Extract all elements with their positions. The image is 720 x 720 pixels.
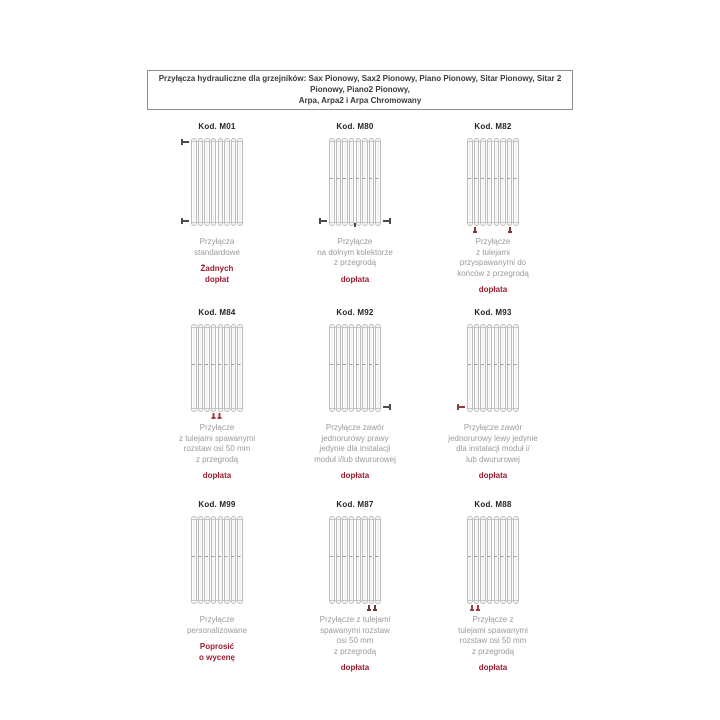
radiator-tube [507,324,513,412]
description-line: personalizowane [186,625,248,635]
radiator-tubes [191,516,243,604]
fitting-stub [219,413,221,417]
description-line: osi 50 mm [336,636,374,645]
description-line: przyspawanymi do [459,258,527,267]
radiator-tube [204,516,210,604]
radiator-tube [362,324,368,412]
product-code: Kod. M92 [336,308,374,317]
radiator-tube [211,516,217,604]
under-left-fitting [470,227,481,234]
surcharge-note [424,471,562,482]
partition-midline [192,556,242,557]
radiator-tube [356,138,362,226]
radiator-tube [474,138,480,226]
radiator-diagram [329,516,381,604]
surcharge-line: dopłata [478,471,508,480]
radiator-tube [224,138,230,226]
radiator-tube [218,516,224,604]
surcharge-line: Żadnych [200,264,234,273]
connection-description [148,615,286,636]
surcharge-note [424,285,562,296]
radiator-tube [218,324,224,412]
description-line: jednorurowy prawy [321,433,389,443]
partition-midline [192,364,242,365]
description-line: tulejami spawanymi [458,625,528,635]
description-line: Przyłącze [199,423,235,432]
radiator-tube [231,324,237,412]
connection-description [424,615,562,657]
radiator-diagram [191,516,243,604]
description-line: Przyłącze z tulejami [319,615,391,624]
radiator-tubes [191,138,243,226]
description-line: Przyłącze [475,237,511,246]
fitting-stub [368,605,370,609]
description-line: Przyłącze [337,237,373,246]
radiator-tube [211,138,217,226]
radiator-tube [474,324,480,412]
surcharge-note [148,471,286,482]
product-cell [148,494,286,674]
radiator-tube [336,138,342,226]
radiator-tube [375,324,381,412]
radiator-tubes [329,516,381,604]
radiator-tube [507,138,513,226]
description-line: standardowe [194,247,240,257]
product-options-grid [148,116,562,674]
radiator-tube [500,516,506,604]
radiator-tube [204,324,210,412]
radiator-tube [487,138,493,226]
connection-description [286,615,424,657]
radiator-tube [224,516,230,604]
radiator-tube [218,138,224,226]
surcharge-line: dopłata [340,471,370,480]
connection-description [148,423,286,465]
fitting-stub [374,605,376,609]
surcharge-note [148,264,286,285]
radiator-tube [336,516,342,604]
description-line: z tulejami spawanymi [178,433,256,443]
radiator-tube [369,324,375,412]
radiator-tube [500,324,506,412]
radiator-tube [191,138,197,226]
radiator-tube [494,516,500,604]
radiator-diagram [329,324,381,412]
radiator-diagram [191,324,243,412]
radiator-tube [231,516,237,604]
under-right-fitting [505,227,516,234]
page-title-line-1: Przyłącza hydrauliczne dla grzejników: Sax Pionowy, Sax2 Pionowy, Piano Pionowy, Sitar Pionowy, Sitar 2 Pionowy, Piano2 Pionowy, [158,74,562,94]
product-code: Kod. M01 [198,122,236,131]
connection-description [424,423,562,465]
radiator-tube [237,324,243,412]
partition-midline [330,178,380,179]
side-bottom-right-fitting [383,406,390,408]
product-code: Kod. M87 [336,500,374,509]
page-title [147,70,573,110]
product-cell [286,494,424,674]
radiator-tube [480,516,486,604]
radiator-tube [224,324,230,412]
radiator-tube [231,138,237,226]
surcharge-note [286,471,424,482]
radiator-tube [349,324,355,412]
radiator-diagram [467,138,519,226]
surcharge-line: o wycenę [198,652,235,662]
description-line: końców z przegrodą [457,268,529,278]
radiator-tubes [191,324,243,412]
connection-description [424,237,562,279]
surcharge-line: dopłat [205,274,229,284]
partition-midline [330,556,380,557]
radiator-tubes [467,324,519,412]
radiator-tube [494,138,500,226]
product-code: Kod. M99 [198,500,236,509]
surcharge-note [286,275,424,286]
description-line: Przyłącze z [472,615,514,624]
description-line: Przyłącze zawór [463,423,523,432]
radiator-tube [198,138,204,226]
connection-description [286,423,424,465]
radiator-tube [211,324,217,412]
description-line: na dolnym kolektorze [317,247,393,257]
surcharge-line: Poprosić [199,642,235,651]
product-code: Kod. M80 [336,122,374,131]
radiator-diagram [467,516,519,604]
description-line: jednorurowy lewy jedynie [448,433,538,443]
description-line: Przyłącza [199,237,235,246]
radiator-tube [349,138,355,226]
connection-description [148,237,286,258]
surcharge-note [424,663,562,674]
partition-midline [468,178,518,179]
radiator-tube [507,516,513,604]
radiator-tube [356,324,362,412]
surcharge-line: dopłata [478,663,508,672]
side-bottom-left-fitting [458,406,465,408]
surcharge-note [148,642,286,663]
radiator-tube [500,138,506,226]
description-line: z tulejami [476,247,510,257]
radiator-tube [329,138,335,226]
product-cell [148,116,286,302]
radiator-tube [467,138,473,226]
radiator-tube [369,516,375,604]
radiator-tube [513,324,519,412]
description-line: Przyłącze [199,615,235,624]
radiator-tube [369,138,375,226]
radiator-tube [356,516,362,604]
radiator-tube [342,324,348,412]
product-cell [286,116,424,302]
radiator-tube [237,138,243,226]
product-cell [286,302,424,494]
partition-center-fitting [354,222,356,227]
product-cell [148,302,286,494]
surcharge-line: dopłata [478,285,508,294]
surcharge-line: dopłata [202,471,232,480]
fitting-stub [474,227,476,231]
description-line: z przegrodą [333,646,377,656]
radiator-tube [342,138,348,226]
radiator-tube [474,516,480,604]
radiator-tube [198,324,204,412]
description-line: jedynie dla instalacji [319,444,391,453]
fitting-stub [477,605,479,609]
radiator-tube [191,516,197,604]
description-line: z przegrodą [195,454,239,464]
product-cell [424,494,562,674]
description-line: dla instalacji moduł i/ [456,444,530,453]
product-code: Kod. M93 [474,308,512,317]
description-line: lub dwururowej [466,454,520,464]
radiator-diagram [191,138,243,226]
description-line: spawanymi rozstaw [320,625,390,635]
radiator-tube [336,324,342,412]
radiator-tube [487,324,493,412]
product-code: Kod. M82 [474,122,512,131]
fitting-stub [509,227,511,231]
radiator-tube [467,516,473,604]
radiator-tube [494,324,500,412]
product-code: Kod. M84 [198,308,236,317]
radiator-tube [362,138,368,226]
description-line: rozstaw osi 50 mm [183,444,251,453]
fitting-stub [471,605,473,609]
radiator-tubes [467,138,519,226]
radiator-tube [480,138,486,226]
description-line: Przyłącze zawór [325,423,385,432]
radiator-tube [191,324,197,412]
surcharge-line: dopłata [340,663,370,672]
radiator-tube [349,516,355,604]
fitting-stub [213,413,215,417]
partition-midline [468,556,518,557]
radiator-tube [513,138,519,226]
page-title-line-2: Arpa, Arpa2 i Arpa Chromowany [298,95,422,105]
side-bottom-left-fitting [320,220,327,222]
radiator-tube [375,516,381,604]
partition-midline [468,364,518,365]
radiator-tube [375,138,381,226]
partition-midline [330,364,380,365]
product-cell [424,116,562,302]
under-center-pair-fitting [212,413,223,420]
product-code: Kod. M88 [474,500,512,509]
radiator-tube [329,516,335,604]
side-bottom-right-fitting [383,220,390,222]
radiator-tube [342,516,348,604]
radiator-tubes [329,324,381,412]
description-line: z przegrodą [471,646,515,656]
radiator-tube [480,324,486,412]
radiator-tube [198,516,204,604]
radiator-diagram [467,324,519,412]
radiator-tubes [467,516,519,604]
radiator-tube [329,324,335,412]
description-line: rozstaw osi 50 mm [459,636,527,645]
side-top-left-fitting [182,141,189,143]
radiator-tube [487,516,493,604]
radiator-tube [204,138,210,226]
radiator-tube [513,516,519,604]
under-right-pair-fitting [367,605,378,612]
radiator-diagram [329,138,381,226]
radiator-tube [362,516,368,604]
radiator-tubes [329,138,381,226]
radiator-tube [237,516,243,604]
surcharge-line: dopłata [340,274,370,284]
description-line: moduł i/lub dwururowej [314,454,396,464]
under-left-pair-fitting [470,605,481,612]
connection-description [286,237,424,269]
radiator-tube [467,324,473,412]
product-cell [424,302,562,494]
surcharge-note [286,663,424,674]
side-bottom-left-fitting [182,220,189,222]
description-line: z przegrodą [333,258,377,267]
